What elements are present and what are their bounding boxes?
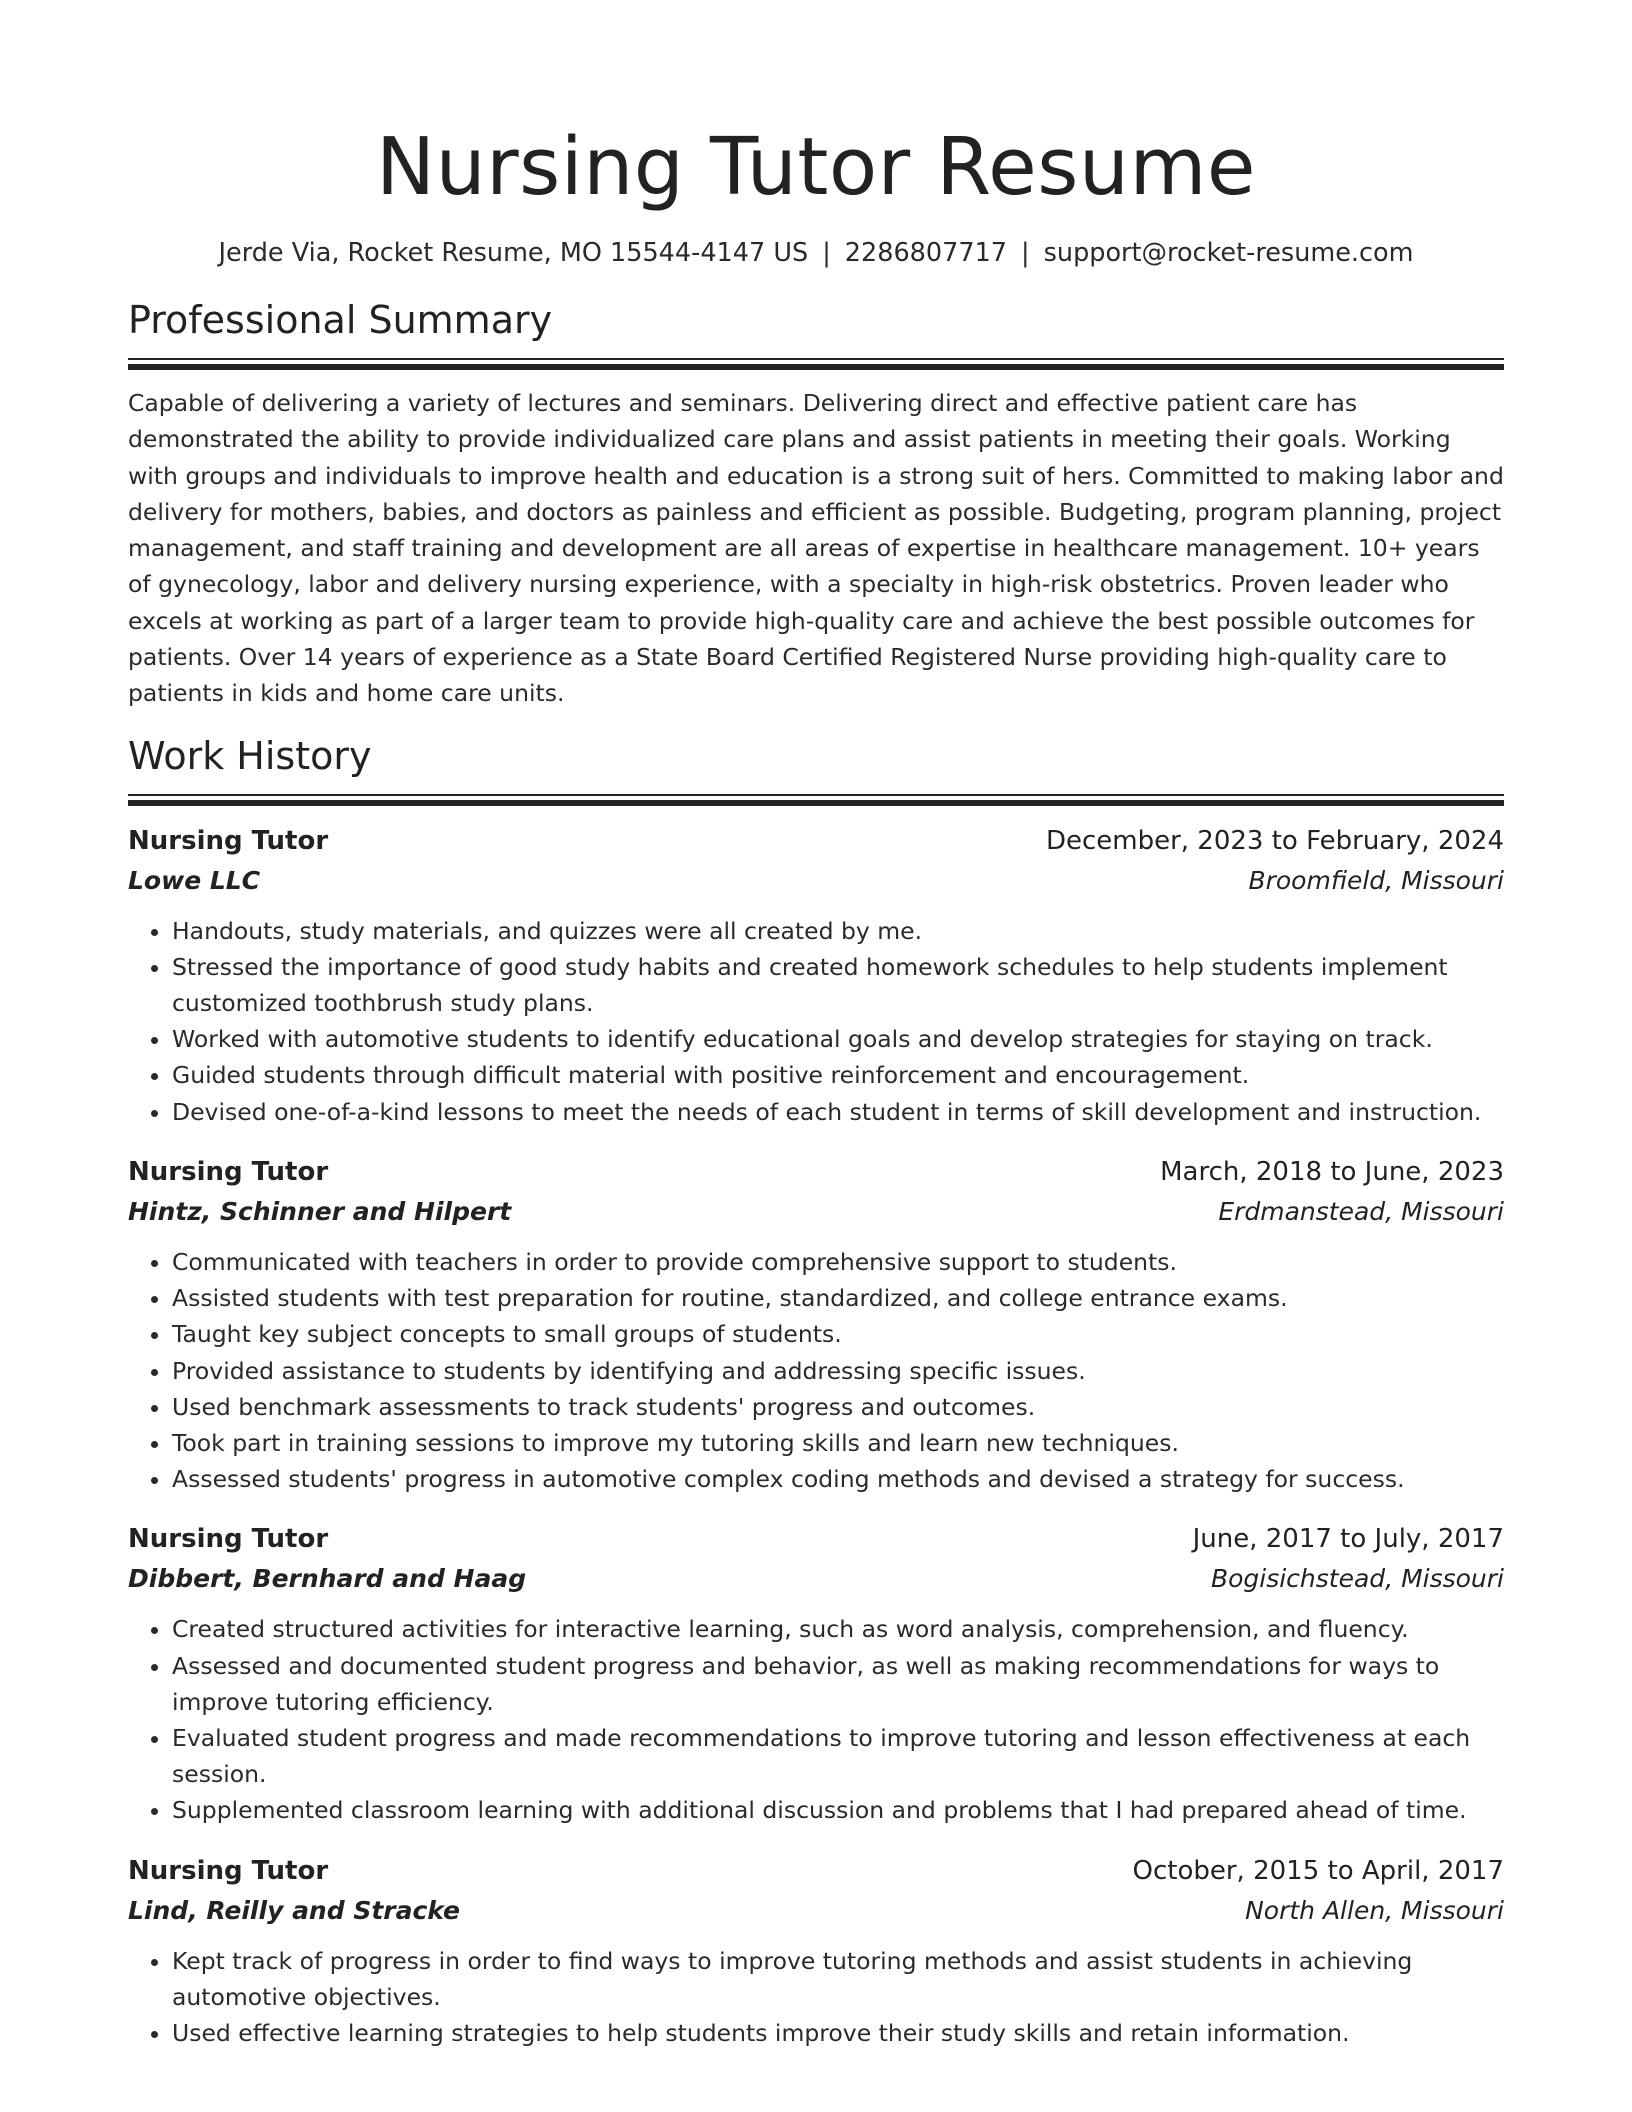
contact-phone: 2286807717 xyxy=(844,238,1008,268)
job-bullet: • Stressed the importance of good study habits and created homework schedules to help students implement customized toothbrush study plans. xyxy=(172,949,1504,1021)
job-bullet: • Guided students through difficult material with positive reinforcement and encouragement. xyxy=(172,1057,1504,1093)
job-entry xyxy=(128,1519,1504,1828)
job-title: Nursing Tutor xyxy=(128,1524,329,1555)
contact-address: Jerde Via, Rocket Resume, MO 15544-4147 US xyxy=(218,238,809,268)
job-location: Broomfield, Missouri xyxy=(1248,865,1504,895)
job-bullet: • Taught key subject concepts to small groups of students. xyxy=(172,1316,1504,1352)
job-list xyxy=(128,821,1504,2051)
job-bullet: • Handouts, study materials, and quizzes were all created by me. xyxy=(172,913,1504,949)
job-location: North Allen, Missouri xyxy=(1245,1895,1504,1925)
job-dates: December, 2023 to February, 2024 xyxy=(1045,825,1504,856)
job-entry xyxy=(128,821,1504,1130)
job-bullet: • Supplemented classroom learning with additional discussion and problems that I had prepared ahead of time. xyxy=(172,1792,1504,1828)
job-bullet: • Assisted students with test preparation for routine, standardized, and college entrance exams. xyxy=(172,1280,1504,1316)
job-location: Bogisichstead, Missouri xyxy=(1210,1564,1504,1594)
job-location: Erdmanstead, Missouri xyxy=(1218,1196,1504,1226)
job-title: Nursing Tutor xyxy=(128,1156,329,1187)
job-bullet-list xyxy=(128,1244,1504,1497)
job-company-row xyxy=(128,1192,1504,1232)
job-title: Nursing Tutor xyxy=(128,825,329,856)
job-company: Lind, Reilly and Stracke xyxy=(128,1895,460,1925)
job-company-row xyxy=(128,861,1504,901)
job-bullet: • Kept track of progress in order to find ways to improve tutoring methods and assist students in achieving automotive objectives. xyxy=(172,1943,1504,2015)
contact-separator: | xyxy=(822,238,831,268)
job-bullet-list xyxy=(128,913,1504,1130)
summary-text: Capable of delivering a variety of lectures and seminars. Delivering direct and effective patient care has demonstrated the ability to provide individualized care plans and assist patients in meeting their goals. Working with groups and individuals to improve health and education is a strong suit of hers. Committed to making labor and delivery for mothers, babies, and doctors as painless and efficient as possible. Budgeting, program planning, project management, and staff training and development are all areas of expertise in healthcare management. 10+ years of gynecology, labor and delivery nursing experience, with a specialty in high-risk obstetrics. Proven leader who excels at working as part of a larger team to provide high-quality care and achieve the best possible outcomes for patients. Over 14 years of experience as a State Board Certified Registered Nurse providing high-quality care to patients in kids and home care units. xyxy=(128,389,1504,708)
job-bullet: • Took part in training sessions to improve my tutoring skills and learn new techniques. xyxy=(172,1425,1504,1461)
job-company: Hintz, Schinner and Hilpert xyxy=(128,1196,512,1226)
job-company-row xyxy=(128,1891,1504,1931)
resume-title: Nursing Tutor Resume xyxy=(375,121,1257,213)
job-dates: June, 2017 to July, 2017 xyxy=(1192,1524,1504,1555)
job-bullet: • Used effective learning strategies to help students improve their study skills and retain information. xyxy=(172,2015,1504,2051)
job-bullet: • Provided assistance to students by identifying and addressing specific issues. xyxy=(172,1353,1504,1389)
contact-line xyxy=(128,235,1504,271)
job-bullet: • Worked with automotive students to identify educational goals and develop strategies for staying on track. xyxy=(172,1021,1504,1057)
job-title: Nursing Tutor xyxy=(128,1855,329,1886)
section-divider xyxy=(128,794,1504,805)
job-bullet: • Devised one-of-a-kind lessons to meet the needs of each student in terms of skill development and instruction. xyxy=(172,1094,1504,1130)
contact-separator: | xyxy=(1021,238,1030,268)
summary-heading: Professional Summary xyxy=(128,298,553,342)
resume-page xyxy=(128,0,1504,2051)
job-bullet-list xyxy=(128,1611,1504,1828)
job-entry xyxy=(128,1152,1504,1497)
contact-email: support@rocket-resume.com xyxy=(1043,238,1414,268)
job-bullet-list xyxy=(128,1943,1504,2052)
job-bullet: • Assessed and documented student progress and behavior, as well as making recommendations for ways to improve tutoring efficiency. xyxy=(172,1648,1504,1720)
work-history-section xyxy=(128,732,1504,2051)
job-company: Lowe LLC xyxy=(128,865,261,895)
job-company-row xyxy=(128,1559,1504,1599)
work-history-heading: Work History xyxy=(128,733,372,778)
job-company: Dibbert, Bernhard and Haag xyxy=(128,1564,527,1594)
job-dates: October, 2015 to April, 2017 xyxy=(1132,1855,1504,1886)
section-divider xyxy=(128,358,1504,369)
job-header-row xyxy=(128,1519,1504,1559)
job-bullet: • Communicated with teachers in order to provide comprehensive support to students. xyxy=(172,1244,1504,1280)
job-bullet: • Evaluated student progress and made recommendations to improve tutoring and lesson effectiveness at each session. xyxy=(172,1720,1504,1792)
job-bullet: • Used benchmark assessments to track students' progress and outcomes. xyxy=(172,1389,1504,1425)
job-header-row xyxy=(128,821,1504,861)
job-header-row xyxy=(128,1851,1504,1891)
job-entry xyxy=(128,1851,1504,2052)
job-header-row xyxy=(128,1152,1504,1192)
job-bullet: • Assessed students' progress in automotive complex coding methods and devised a strategy for success. xyxy=(172,1461,1504,1497)
job-dates: March, 2018 to June, 2023 xyxy=(1160,1156,1504,1187)
job-bullet: • Created structured activities for interactive learning, such as word analysis, comprehension, and fluency. xyxy=(172,1611,1504,1647)
summary-section xyxy=(128,296,1504,712)
